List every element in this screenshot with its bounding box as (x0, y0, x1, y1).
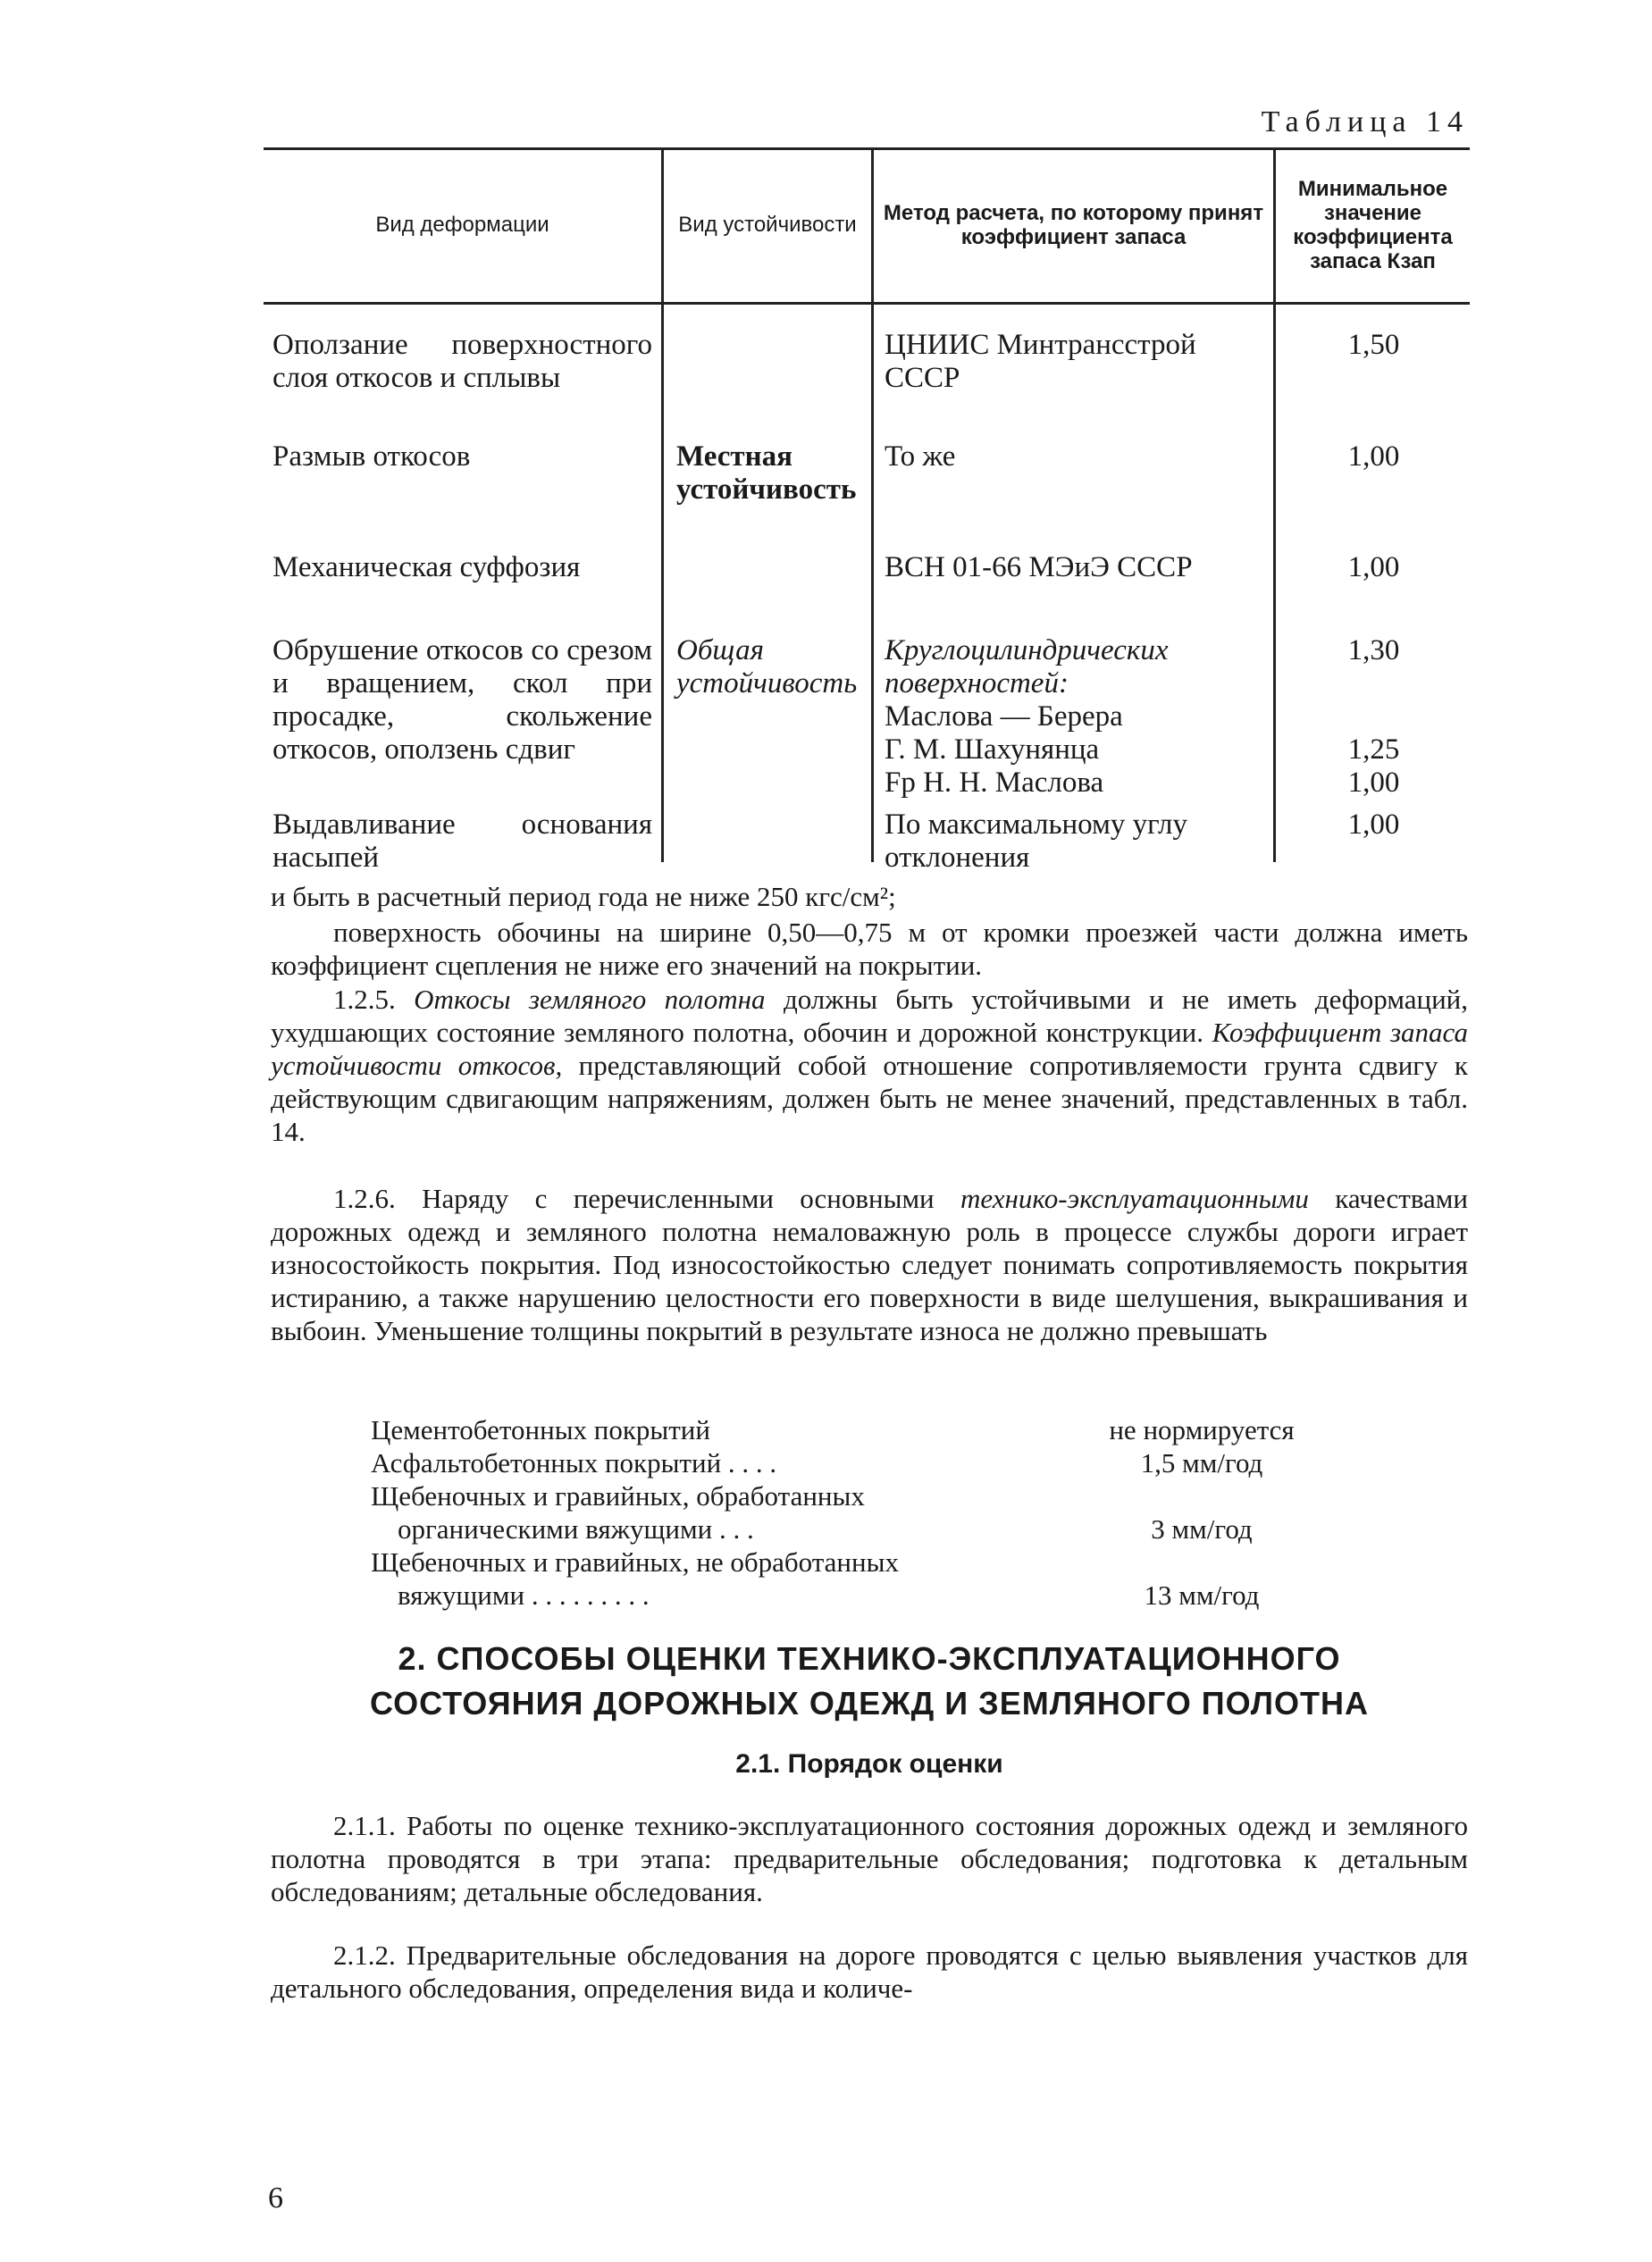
clause-heading: Откосы земляного полотна (414, 984, 766, 1015)
method-title: Круглоцилиндрических поверхностей: (885, 634, 1169, 700)
cell-method-list (885, 634, 1269, 800)
cell-method: То же (885, 440, 956, 473)
clause-number: 1.2.5. (333, 984, 396, 1015)
section-title (271, 1637, 1468, 1726)
wear-row (371, 1446, 1354, 1479)
section-title-line: 2. СПОСОБЫ ОЦЕНКИ ТЕХНИКО-ЭКСПЛУАТАЦИОННОГО (398, 1640, 1341, 1677)
cell-value: 1,00 (1347, 551, 1400, 583)
cell-value: 1,00 (1347, 440, 1400, 473)
wear-label: органическими вяжущими . . . (398, 1513, 754, 1545)
paragraph-2-1-1: 2.1.1. Работы по оценке технико-эксплуатационного состояния дорожных одежд и земляного полотна проводятся в три этапа: предварительные обследования; подготовка к детальным обследованиям; детальные обследования. (271, 1810, 1468, 1907)
table-header-rule (264, 302, 1470, 305)
cell-stability-general: Общая устойчивость (676, 634, 858, 700)
header-stability: Вид устойчивости (678, 213, 857, 237)
paragraph-1-2-5 (271, 983, 1468, 1148)
cell-deformation: Обрушение откосов со срезом и вращением, скол при просадке, скольжение откосов, оползень сдвиг (273, 634, 652, 766)
wear-label: Цементобетонных покрытий (371, 1414, 710, 1445)
safety-factor-table (264, 147, 1470, 874)
wear-row (371, 1479, 1354, 1512)
cell-deformation: Оползание поверхностного слоя откосов и сплывы (273, 329, 652, 394)
paragraph-2-1-2: 2.1.2. Предварительные обследования на дороге проводятся с целью выявления участков для детального обследования, определения вида и количе- (271, 1939, 1468, 2004)
table-caption: Таблица 14 (1261, 105, 1469, 138)
wear-value: 1,5 мм/год (1140, 1447, 1263, 1479)
cell-value: 1,00 (1347, 767, 1400, 799)
wear-label: вяжущими . . . . . . . . . (398, 1579, 650, 1611)
paragraph-1-2-6 (271, 1182, 1468, 1347)
cell-method: По максимальному углу отклонения (885, 808, 1188, 874)
method-item: Маслова — Берера (885, 700, 1123, 733)
method-item: Fр Н. Н. Маслова (885, 767, 1104, 799)
wear-value: 3 мм/год (1151, 1513, 1253, 1545)
clause-text: качествами дорожных одежд и земляного полотна немаловажную роль в процессе службы дороги играет износостойкость покрытия. Под износостойкостью следует понимать сопротивляемость покрытия истиранию, а также нарушению целостности его поверхности в виде шелушения, выкрашивания и выбоин. Уменьшение толщины покрытий в результате износа не должно превышать (271, 1183, 1469, 1346)
page-number: 6 (268, 2182, 283, 2215)
wear-row (371, 1546, 1354, 1579)
header-method: Метод расчета, по которому принят коэффициент запаса (883, 200, 1264, 249)
clause-term: технико-эксплуатационными (960, 1183, 1309, 1214)
clause-text: Наряду с перечисленными основными (422, 1183, 935, 1214)
cell-stability-local: Местная устойчивость (676, 440, 857, 506)
clause-text: представляющий собой отношение сопротивляемости грунта сдвигу к действующим сдвигающим напряжениям, должен быть не менее значений, представленных в табл. 14. (271, 1050, 1468, 1147)
paragraph: поверхность обочины на ширине 0,50—0,75 м от кромки проезжей части должна иметь коэффициент сцепления не ниже его значений на покрытии. (271, 917, 1468, 981)
clause-number: 1.2.6. (333, 1183, 396, 1214)
cell-method: ЦНИИС Минтрансстрой СССР (885, 329, 1196, 394)
wear-value: не нормируется (1109, 1414, 1295, 1445)
wear-row (371, 1579, 1354, 1612)
cell-value: 1,25 (1347, 733, 1400, 766)
paragraph: и быть в расчетный период года не ниже 250 кгс/см²; (271, 881, 896, 912)
subsection-title: 2.1. Порядок оценки (735, 1749, 1003, 1779)
wear-value: 13 мм/год (1144, 1579, 1260, 1611)
cell-deformation: Размыв откосов (273, 440, 471, 473)
header-coefficient: Минимальное значение коэффициента запаса Кзап (1293, 176, 1453, 273)
wear-label: Щебеночных и гравийных, обработанных (371, 1480, 865, 1512)
wear-label: Асфальтобетонных покрытий . . . . (371, 1447, 777, 1479)
wear-row (371, 1512, 1354, 1546)
clause-term: Коэффициент запаса устойчивости откосов, (271, 1017, 1469, 1081)
cell-value: 1,00 (1347, 808, 1400, 841)
cell-method: ВСН 01-66 МЭиЭ СССР (885, 551, 1193, 583)
clause-text: должны быть устойчивыми и не иметь деформаций, ухудшающих состояние земляного полотна, обочин и дорожной конструкции. (271, 984, 1469, 1048)
wear-label: Щебеночных и гравийных, не обработанных (371, 1546, 899, 1578)
header-deformation: Вид деформации (375, 213, 549, 237)
wear-row (371, 1413, 1354, 1446)
cell-deformation: Механическая суффозия (273, 551, 581, 583)
section-title-line: СОСТОЯНИЯ ДОРОЖНЫХ ОДЕЖД И ЗЕМЛЯНОГО ПОЛОТНА (369, 1685, 1370, 1722)
cell-value: 1,30 (1347, 634, 1400, 666)
cell-deformation: Выдавливание основания насыпей (273, 808, 652, 874)
wear-rate-list (371, 1413, 1354, 1612)
method-item: Г. М. Шахунянца (885, 733, 1100, 766)
cell-value: 1,50 (1347, 329, 1400, 361)
